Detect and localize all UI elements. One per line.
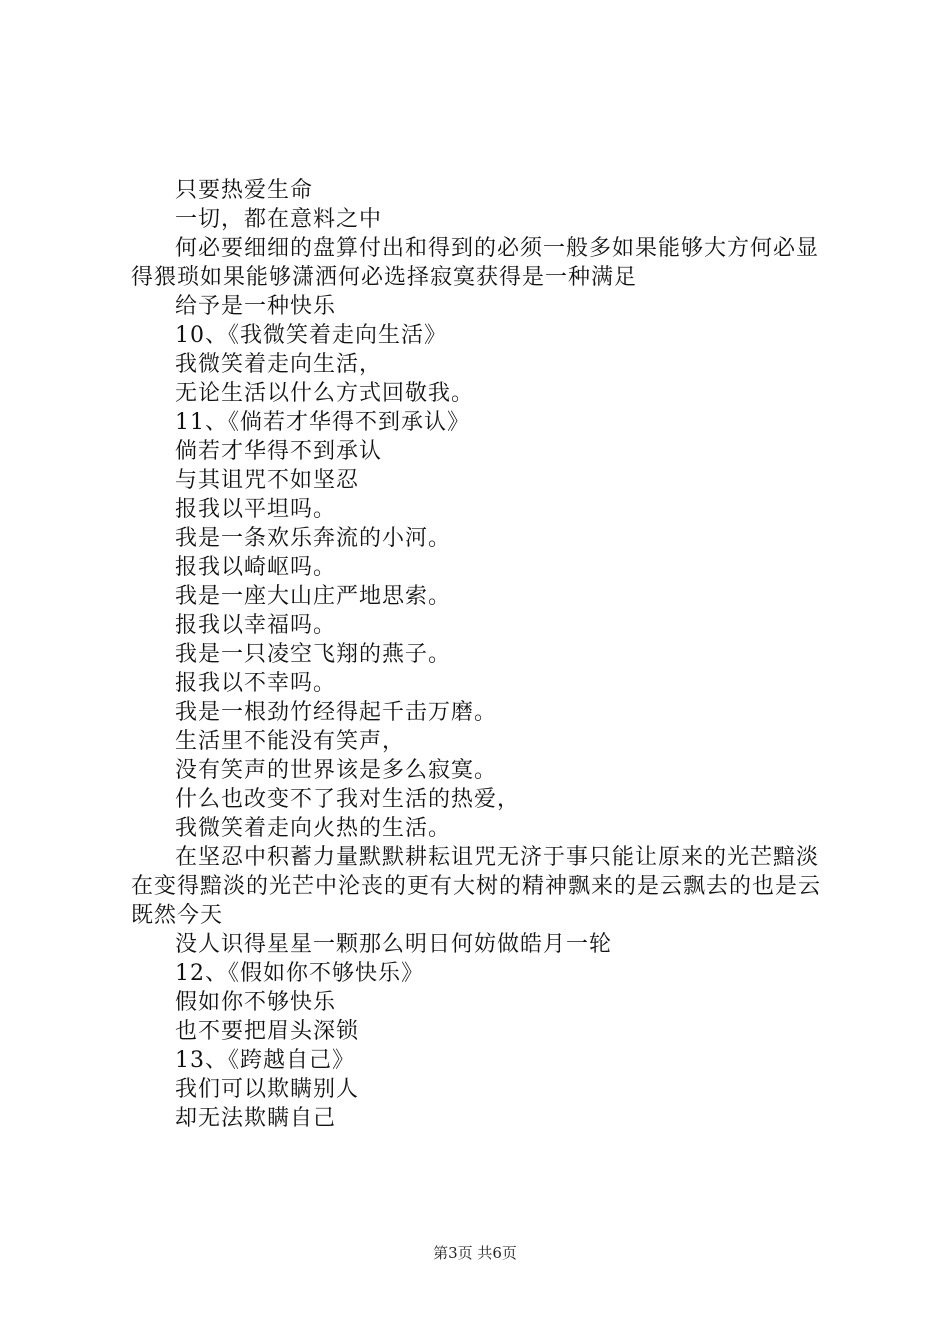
section-heading: 12、《假如你不够快乐》 [175,961,424,986]
paragraph: 我是一条欢乐奔流的小河。 [175,526,452,551]
paragraph: 报我以不幸吗。 [175,671,337,696]
paragraph: 与其诅咒不如坚忍 [175,468,360,493]
paragraph: 我们可以欺瞒别人 [175,1077,360,1102]
section-heading: 10、《我微笑着走向生活》 [175,323,447,348]
paragraph: 报我以崎岖吗。 [175,555,337,580]
paragraph: 报我以幸福吗。 [175,613,337,638]
paragraph: 假如你不够快乐 [175,990,337,1015]
section-heading: 11、《倘若才华得不到承认》 [175,410,470,435]
page-number-footer: 第3页 共6页 [433,1244,517,1262]
paragraph: 无论生活以什么方式回敬我。 [175,381,475,406]
section-heading: 13、《跨越自己》 [175,1048,355,1073]
paragraph: 在坚忍中积蓄力量默默耕耘诅咒无济于事只能让原来的光芒黯淡在变得黯淡的光芒中沦丧的更有大树的精神飘来的是云飘去的也是云既然今天 [131,845,822,928]
paragraph: 只要热爱生命 [175,178,314,203]
paragraph: 倘若才华得不到承认 [175,439,383,464]
paragraph: 没有笑声的世界该是多么寂寞。 [175,758,498,783]
paragraph: 一切，都在意料之中 [175,207,383,232]
paragraph: 何必要细细的盘算付出和得到的必须一般多如果能够大方何必显得猥琐如果能够潇洒何必选择寂寞获得是一种满足 [131,236,820,290]
paragraph: 生活里不能没有笑声， [175,729,406,754]
paragraph: 没人识得星星一颗那么明日何妨做皓月一轮 [175,932,613,957]
paragraph: 什么也改变不了我对生活的热爱， [175,787,521,812]
paragraph: 我是一根劲竹经得起千击万磨。 [175,700,498,725]
paragraph: 我是一只凌空飞翔的燕子。 [175,642,452,667]
paragraph: 我是一座大山庄严地思索。 [175,584,452,609]
paragraph: 也不要把眉头深锁 [175,1019,360,1044]
paragraph: 却无法欺瞒自己 [175,1106,337,1131]
paragraph: 我微笑着走向生活， [175,352,383,377]
document-body [131,176,831,1133]
paragraph: 我微笑着走向火热的生活。 [175,816,452,841]
paragraph: 报我以平坦吗。 [175,497,337,522]
paragraph: 给予是一种快乐 [175,294,337,319]
